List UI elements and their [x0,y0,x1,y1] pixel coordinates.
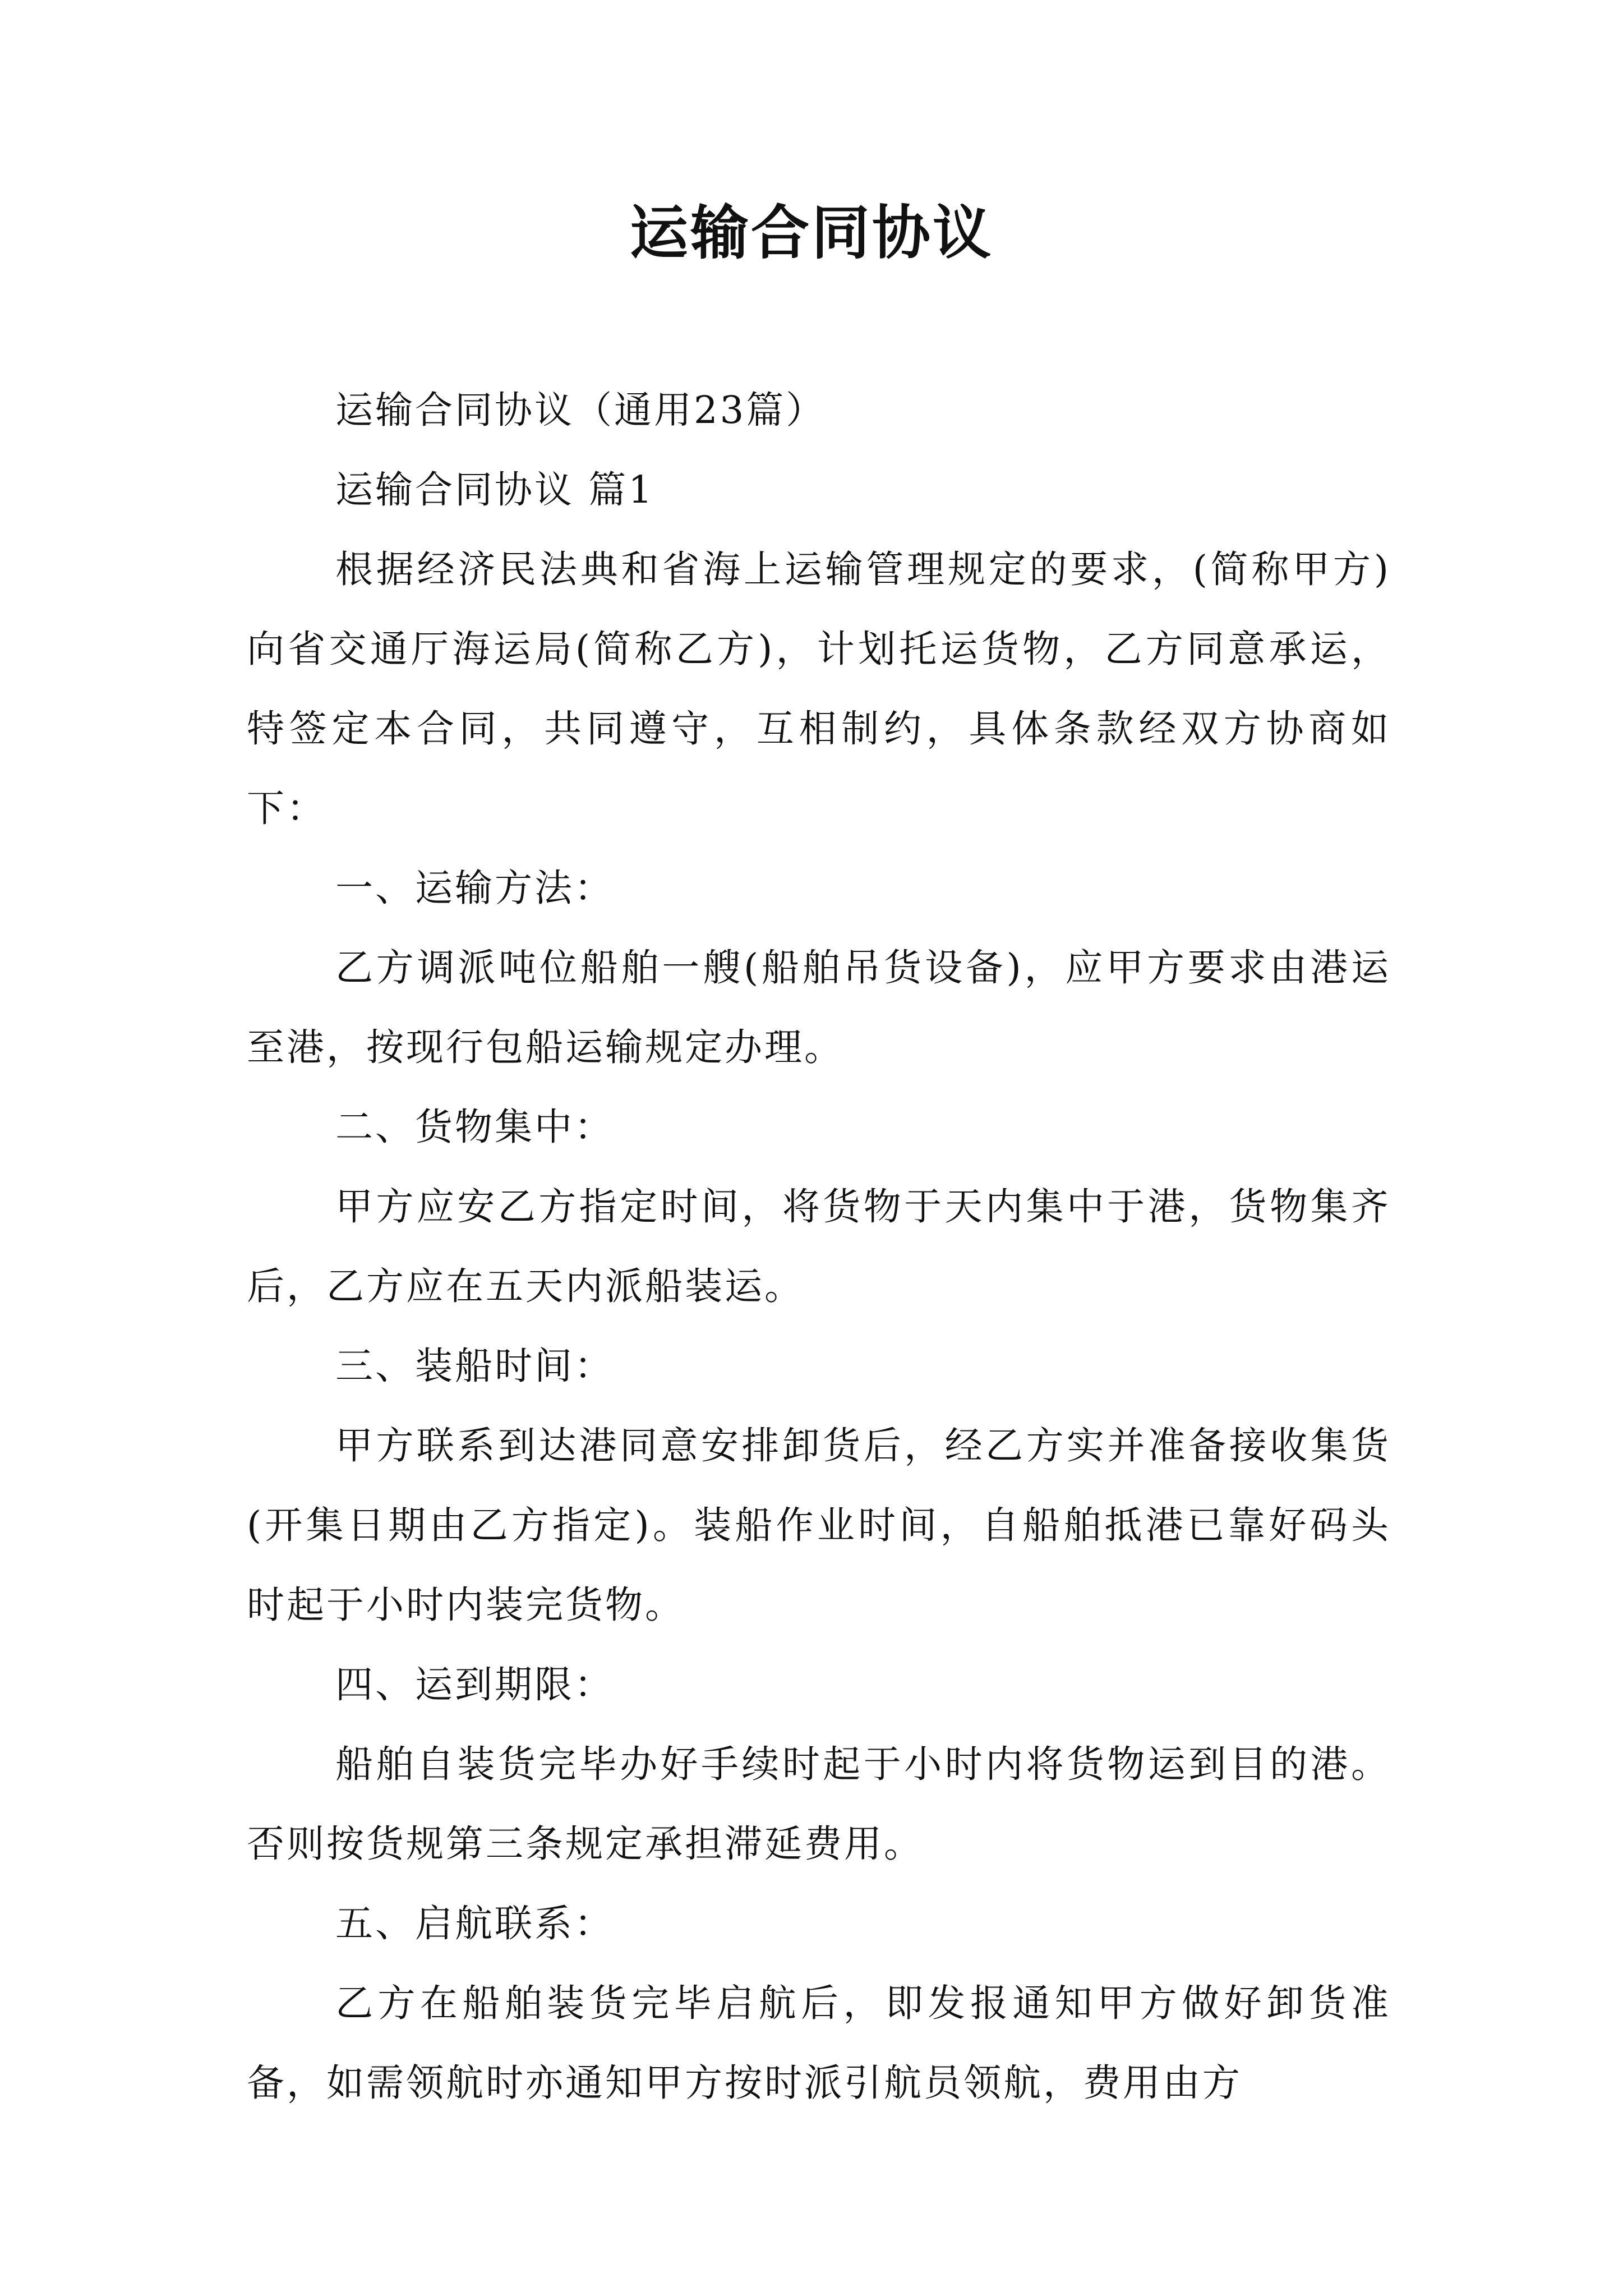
clause-body-1: 乙方调派吨位船舶一艘(船舶吊货设备)，应甲方要求由港运至港，按现行包船运输规定办理。 [247,946,1391,1069]
clause-heading-3: 三、装船时间： [335,1344,614,1388]
paragraph-preamble: 根据经济民法典和省海上运输管理规定的要求，(简称甲方)向省交通厅海运局(简称乙方)，计划托运货物，乙方同意承运，特签定本合同，共同遵守，互相制约，具体条款经双方协商如下： [247,547,1391,830]
document-title: 运输合同协议 [629,199,993,267]
clause-body-4: 船舶自装货完毕办好手续时起于小时内将货物运到目的港。否则按货规第三条规定承担滞延费用。 [247,1742,1391,1866]
clause-body-5: 乙方在船舶装货完毕启航后，即发报通知甲方做好卸货准备，如需领航时亦通知甲方按时派引航员领航，费用由方 [247,1981,1391,2105]
clause-heading-2: 二、货物集中： [335,1105,614,1149]
subtitle-collection: 运输合同协议（通用23篇） [335,388,826,432]
section-heading-part-1: 运输合同协议 篇1 [335,468,654,512]
clause-heading-1: 一、运输方法： [335,866,614,910]
clause-body-2: 甲方应安乙方指定时间，将货物于天内集中于港，货物集齐后，乙方应在五天内派船装运。 [247,1185,1391,1308]
clause-heading-5: 五、启航联系： [335,1902,614,1945]
clause-heading-4: 四、运到期限： [335,1663,614,1706]
document-body [247,370,1391,2123]
clause-body-3: 甲方联系到达港同意安排卸货后，经乙方实并准备接收集货(开集日期由乙方指定)。装船作业时间，自船舶抵港已靠好码头时起于小时内装完货物。 [247,1424,1391,1627]
